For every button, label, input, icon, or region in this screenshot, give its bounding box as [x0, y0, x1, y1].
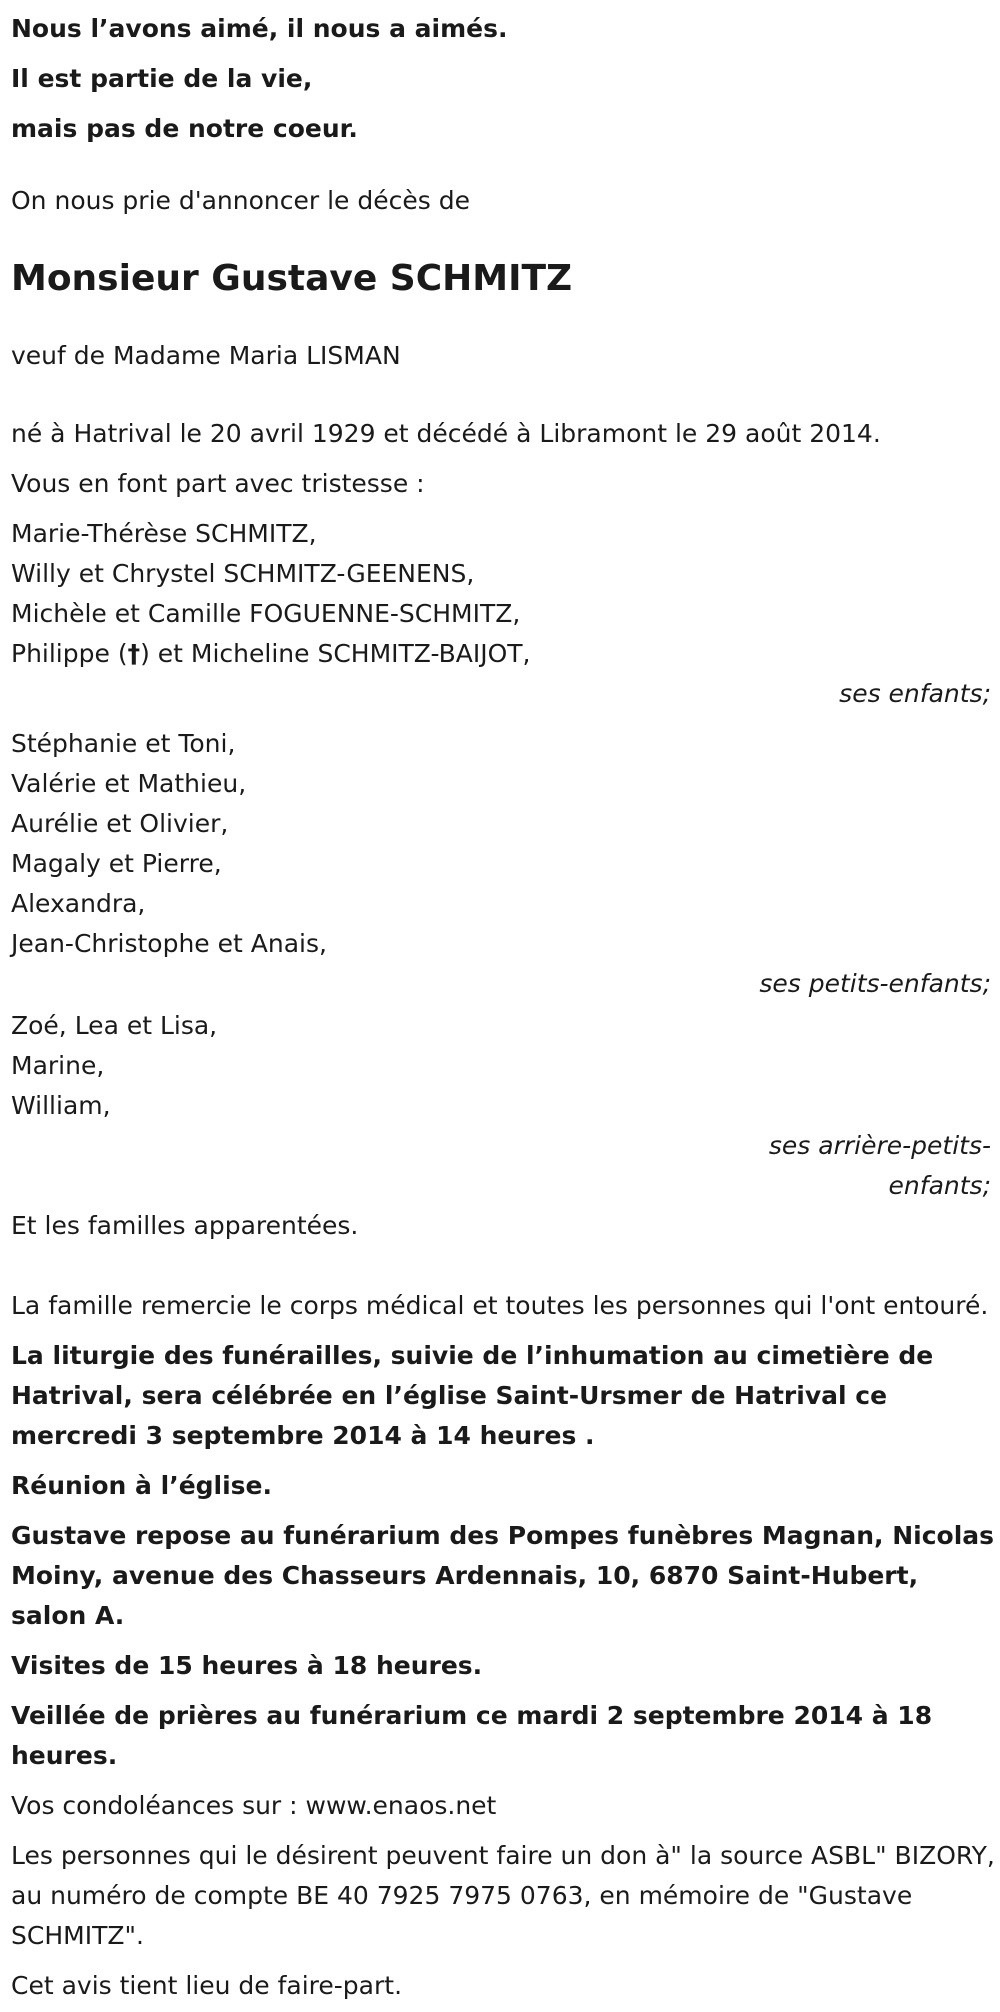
name-part: Philippe (	[11, 639, 128, 668]
epigraph-line: Il est partie de la vie,	[11, 64, 313, 93]
list-item: Alexandra,	[11, 889, 146, 918]
cross-icon: †	[127, 639, 141, 668]
relation-label: enfants;	[888, 1171, 991, 1200]
meeting-text: Réunion à l’église.	[11, 1471, 273, 1500]
footer-text: Cet avis tient lieu de faire-part.	[11, 1971, 403, 2000]
list-item: Valérie et Mathieu,	[11, 769, 247, 798]
list-item: William,	[11, 1091, 111, 1120]
list-item: Aurélie et Olivier,	[11, 809, 229, 838]
list-item: Zoé, Lea et Lisa,	[11, 1011, 218, 1040]
list-item: Marie-Thérèse SCHMITZ,	[11, 519, 317, 548]
epigraph-line: Nous l’avons aimé, il nous a aimés.	[11, 14, 508, 43]
epigraph-line: mais pas de notre coeur.	[11, 114, 358, 143]
donation-text: Les personnes qui le désirent peuvent faire un don à" la source ASBL" BIZORY, au numéro de compte BE 40 7925 7975 0763, en mémoire de "Gustave SCHMITZ".	[11, 1841, 995, 1950]
relation-label: ses arrière-petits-	[768, 1131, 991, 1160]
list-item: Marine,	[11, 1051, 105, 1080]
list-item: Willy et Chrystel SCHMITZ-GEENENS,	[11, 559, 475, 588]
birth-death-text: né à Hatrival le 20 avril 1929 et décédé à Libramont le 29 août 2014.	[11, 419, 881, 448]
liturgy-text: La liturgie des funérailles, suivie de l’inhumation au cimetière de Hatrival, sera célébrée en l’église Saint-Ursmer de Hatrival ce mercredi 3 septembre 2014 à 14 heures .	[11, 1341, 934, 1450]
grandchildren-list	[11, 724, 996, 1004]
great-grandchildren-list	[11, 1006, 996, 1206]
widower-text: veuf de Madame Maria LISMAN	[11, 341, 401, 370]
list-item: Magaly et Pierre,	[11, 849, 222, 878]
obituary-content	[11, 0, 996, 2006]
list-item: Jean-Christophe et Anais,	[11, 929, 327, 958]
visits-text: Visites de 15 heures à 18 heures.	[11, 1651, 483, 1680]
relation-label: ses petits-enfants;	[759, 969, 991, 998]
relation-label: ses enfants;	[839, 679, 991, 708]
funerarium-text: Gustave repose au funérarium des Pompes funèbres Magnan, Nicolas Moiny, avenue des Chasseurs Ardennais, 10, 6870 Saint-Hubert, salon A.	[11, 1521, 995, 1630]
thanks-text: La famille remercie le corps médical et toutes les personnes qui l'ont entouré.	[11, 1291, 989, 1320]
children-list	[11, 514, 996, 714]
list-item: Michèle et Camille FOGUENNE-SCHMITZ,	[11, 599, 521, 628]
deceased-name: Monsieur Gustave SCHMITZ	[11, 258, 573, 299]
intro-text: Vous en font part avec tristesse :	[11, 469, 425, 498]
vigil-text: Veillée de prières au funérarium ce mardi 2 septembre 2014 à 18 heures.	[11, 1701, 933, 1770]
condolences-text: Vos condoléances sur : www.enaos.net	[11, 1791, 497, 1820]
families-text: Et les familles apparentées.	[11, 1211, 359, 1240]
list-item: Stéphanie et Toni,	[11, 729, 236, 758]
list-item	[11, 634, 996, 674]
announcement-text: On nous prie d'annoncer le décès de	[11, 186, 470, 215]
name-part: ) et Micheline SCHMITZ-BAIJOT,	[140, 639, 531, 668]
epigraph	[11, 4, 996, 154]
